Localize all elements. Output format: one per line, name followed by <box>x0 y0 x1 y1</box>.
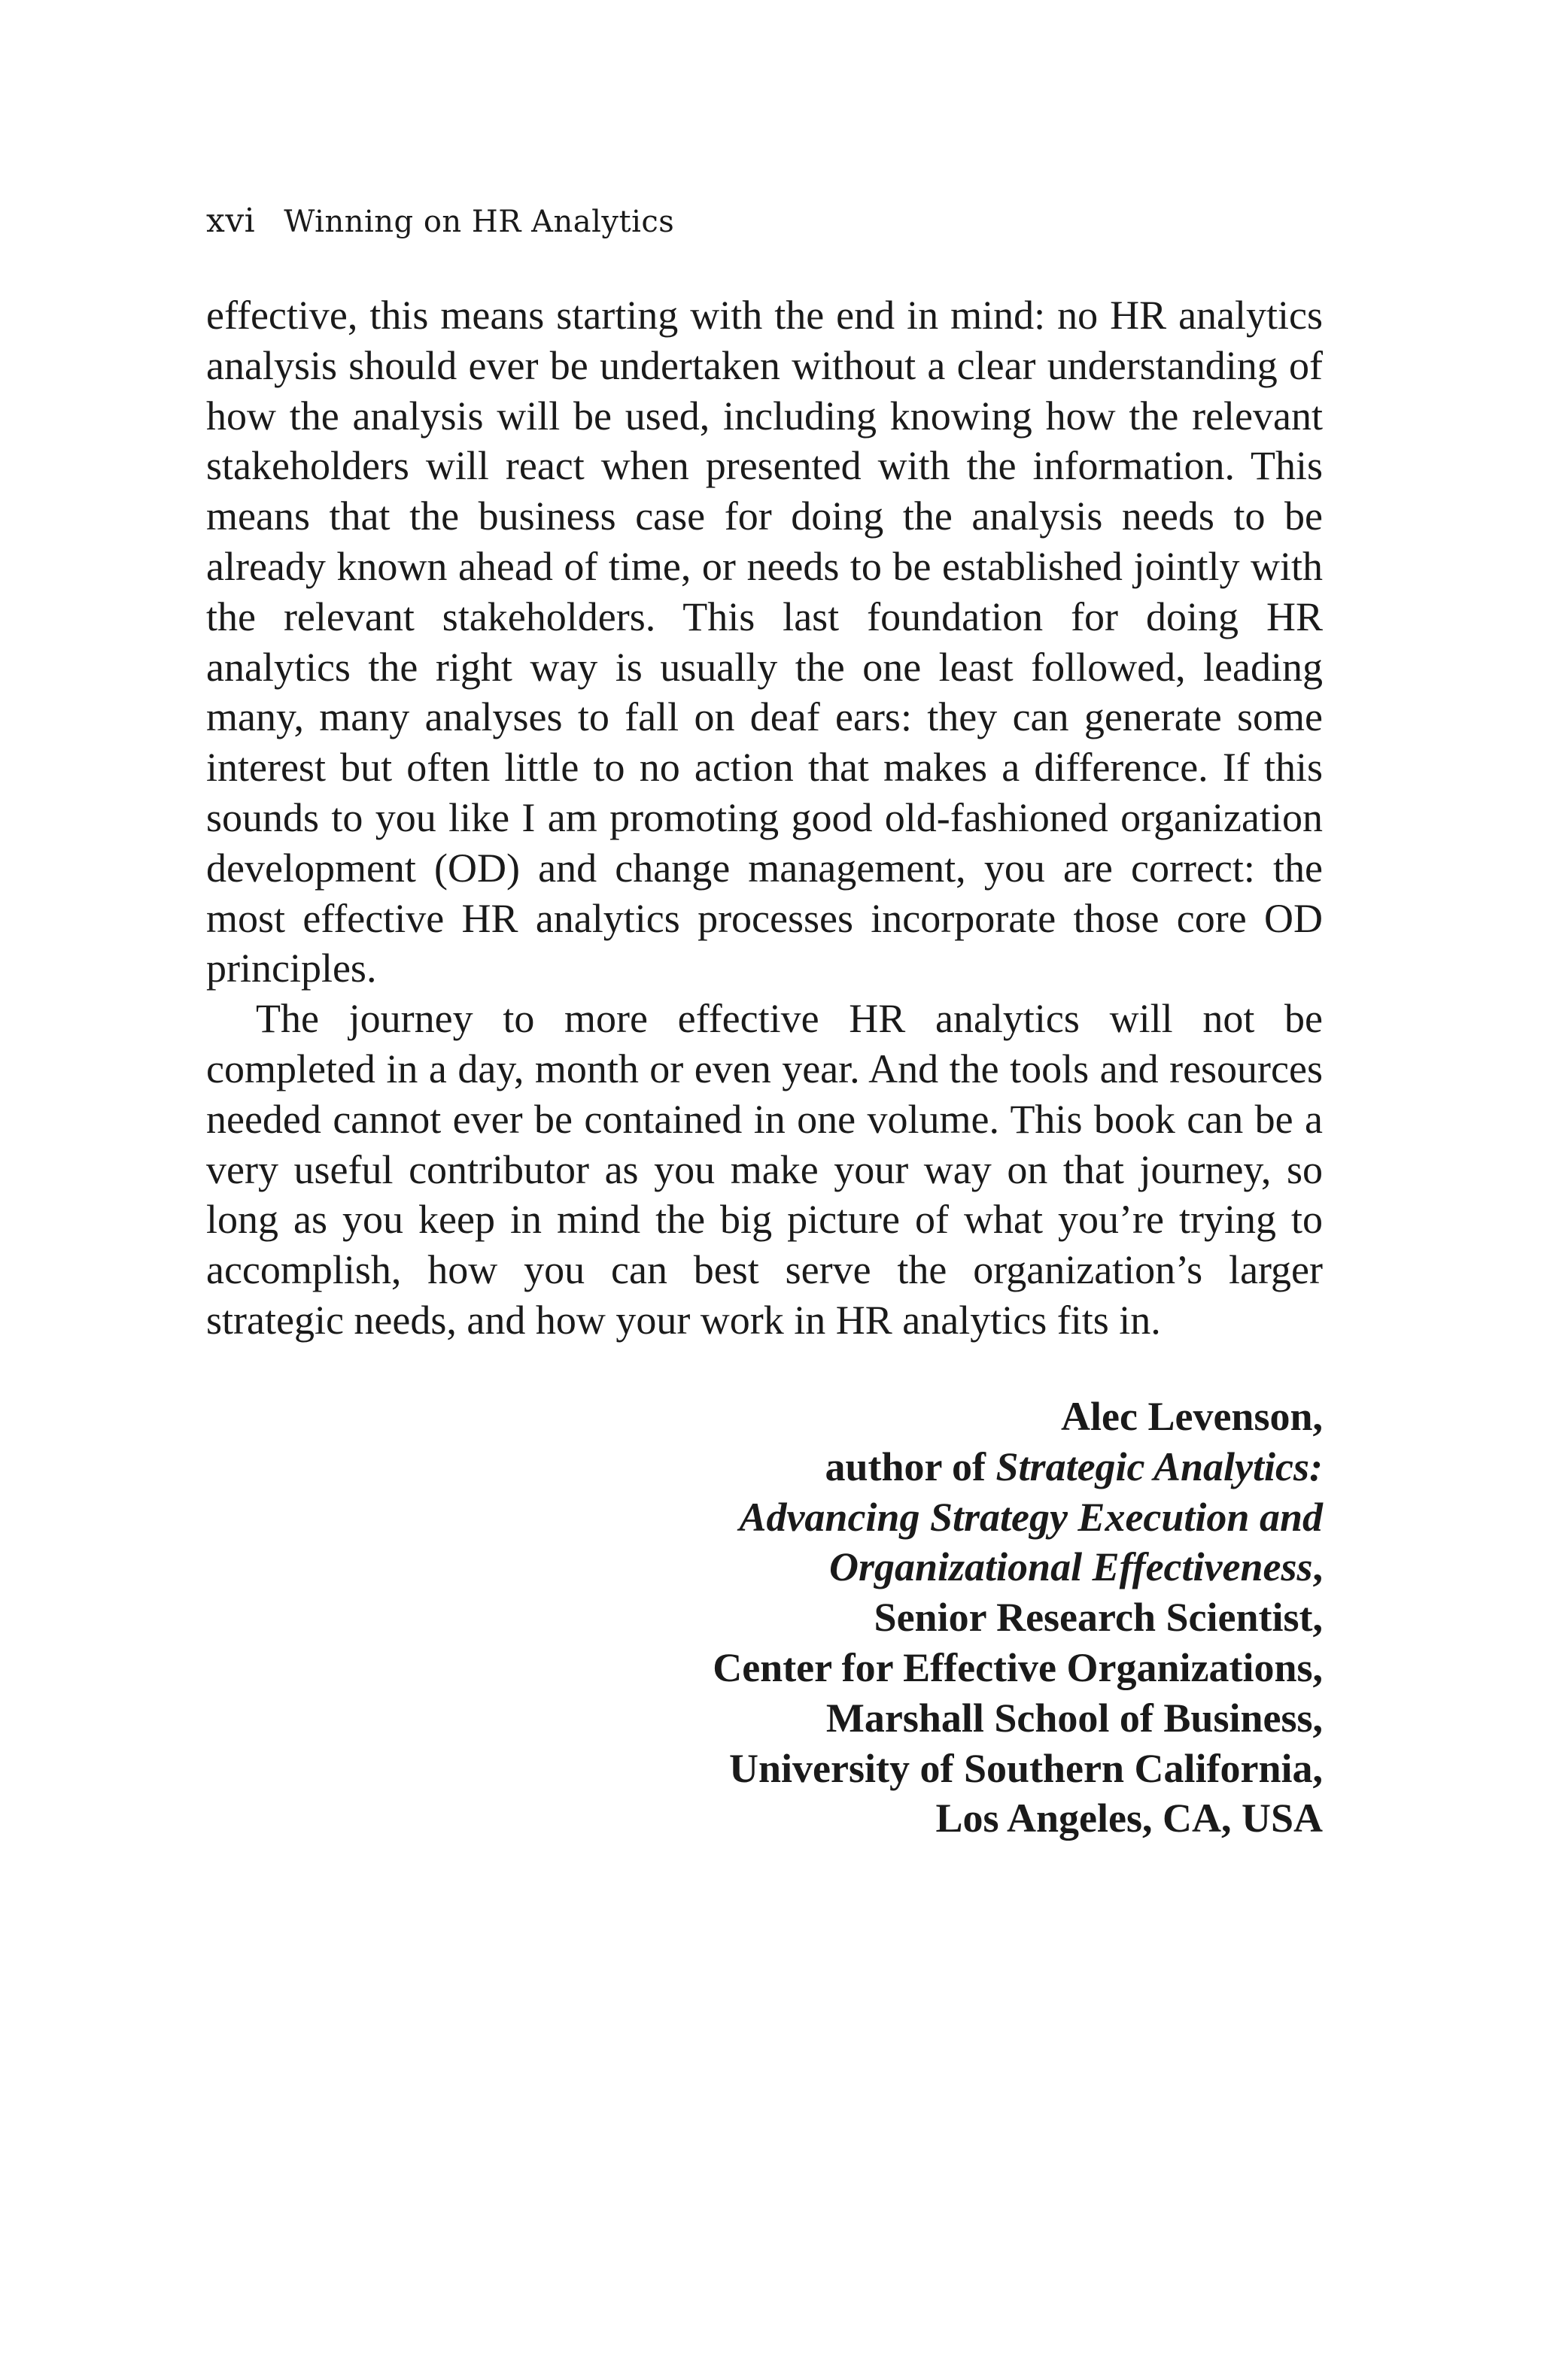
paragraph-2: The journey to more effective HR analytics will not be completed in a day, month or even year. And the tools and resources needed cannot ever be contained in one volume. This book can be a very useful contributor as you make your way on that journey, so long as you keep in mind the big picture of what you’re trying to accomplish, how you can best serve the organization’s larger strategic needs, and how your work in HR analytics fits in. <box>206 996 1323 1343</box>
signature-university: University of Southern California, <box>729 1745 1323 1791</box>
signature-book-line-3 <box>206 1542 1323 1592</box>
signature-author-line <box>206 1442 1323 1492</box>
book-title-line-2: Advancing Strategy Execution and <box>739 1494 1323 1540</box>
signature-school: Marshall School of Business, <box>825 1695 1323 1741</box>
running-head-title: Winning on HR Analytics <box>284 205 675 239</box>
signature-location: Los Angeles, CA, USA <box>935 1796 1323 1841</box>
page-number: xvi <box>206 202 256 240</box>
signature-block <box>206 1392 1323 1844</box>
body-text <box>206 290 1323 1346</box>
signature-book-line-2 <box>206 1492 1323 1543</box>
book-title-line-1: Strategic Analytics: <box>995 1443 1323 1489</box>
author-of-prefix: author of <box>825 1443 986 1489</box>
running-head <box>206 202 674 240</box>
paragraph-1: effective, this means starting with the end in mind: no HR analytics analysis should ever be undertaken without a clear understanding of how the analysis will be used, including knowing how the relevant stakeholders will react when presented with the information. This means that the business case for doing the analysis needs to be already known ahead of time, or needs to be established jointly with the relevant stakeholders. This last foundation for doing HR analytics the right way is usually the one least followed, leading many, many analyses to fall on deaf ears: they can generate some interest but often little to no action that makes a difference. If this sounds to you like I am promoting good old-fashioned organization development (OD) and change management, you are correct: the most effective HR analytics processes incorporate those core OD principles. <box>206 293 1323 991</box>
signature-name: Alec Levenson, <box>1061 1394 1323 1439</box>
signature-position: Senior Research Scientist, <box>874 1595 1323 1641</box>
book-title-suffix: , <box>1312 1544 1323 1590</box>
book-title-line-3: Organizational Effectiveness <box>828 1544 1313 1590</box>
signature-center: Center for Effective Organizations, <box>713 1644 1323 1690</box>
